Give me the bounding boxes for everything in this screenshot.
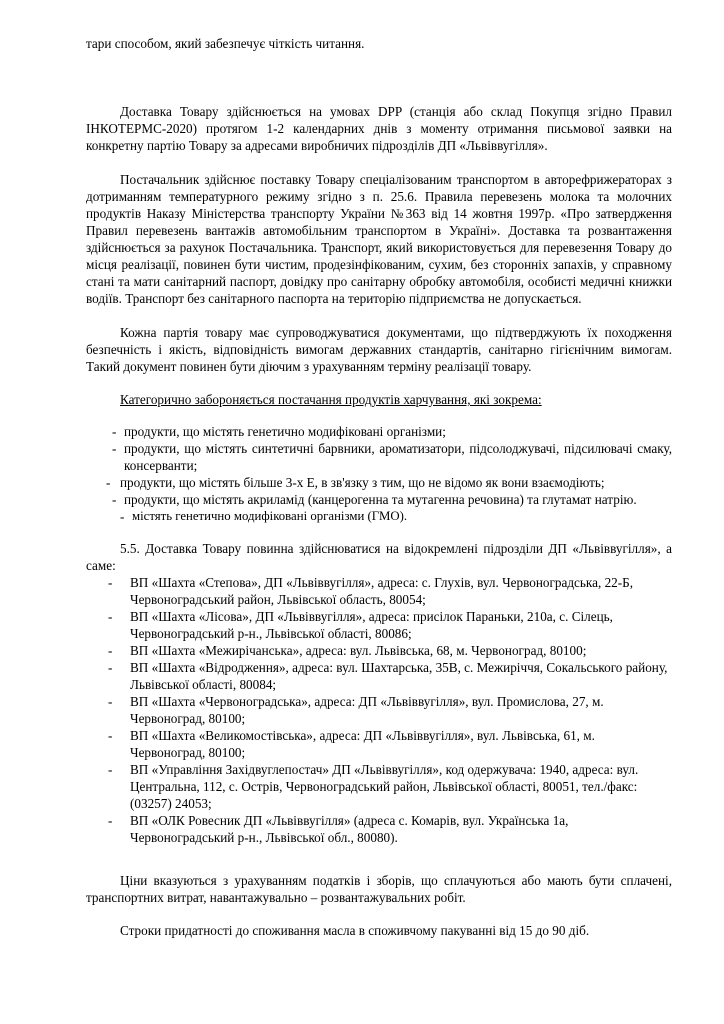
prohibited-item xyxy=(86,508,672,525)
document-page xyxy=(86,0,672,939)
prohibited-item-text: продукти, що містять більше 3-х Е, в зв'язку з тим, що не відомо як вони взаємодіють; xyxy=(120,475,605,490)
site-item xyxy=(86,574,672,608)
site-item-text: ВП «Управління Західвуглепостач» ДП «Львіввугілля», код одержувача: 1940, адреса: вул. Центральна, 112, с. Острів, Червоноградський район, Львівської області, 80051, тел./факс: (03257) 24053; xyxy=(130,762,639,811)
prohibited-list xyxy=(86,423,672,525)
site-item xyxy=(86,659,672,693)
site-item-text: ВП «Шахта «Межирічанська», адреса: вул. Львівська, 68, м. Червоноград, 80100; xyxy=(130,643,587,658)
site-item-text: ВП «Шахта «Червоноградська», адреса: ДП «Львіввугілля», вул. Промислова, 27, м. Червоноград, 80100; xyxy=(130,694,604,726)
dash-marker: - xyxy=(112,424,117,439)
site-item-text: ВП «Шахта «Великомостівська», адреса: ДП «Львіввугілля», вул. Львівська, 61, м. Червоноград, 80100; xyxy=(130,728,595,760)
site-item xyxy=(86,608,672,642)
transport-paragraph: Постачальник здійснює поставку Товару спеціалізованим транспортом в авторефрижераторах з дотриманням температурного режиму згідно з п. 25.6. Правила перевезень молока та молочних продуктів Наказу Міністерства транспорту України №363 від 14 жовтня 1997р. «Про затвердження Правил перевезень вантажів автомобільним транспортом в Україні». Доставка та розвантаження здійснюється за рахунок Постачальника. Транспорт, який використовується для перевезення Товару до місця реалізації, повинен бути чистим, продезінфікованим, сухим, без сторонніх запахів, у справному стані та мати санітарний паспорт, довідку про санітарну обробку автомобіля, особисті медичні книжки водіїв. Транспорт без санітарного паспорта на територію підприємства не допускається. xyxy=(86,172,672,306)
intro-fragment: тари способом, який забезпечує чіткість читання. xyxy=(86,36,365,51)
dash-marker: - xyxy=(120,509,125,524)
dash-marker: - xyxy=(108,728,113,743)
site-item xyxy=(86,761,672,812)
dash-marker: - xyxy=(112,492,117,507)
prohibited-item xyxy=(86,474,672,491)
dash-marker: - xyxy=(108,609,113,624)
dash-marker: - xyxy=(108,643,113,658)
site-item xyxy=(86,727,672,761)
shelf-life-paragraph: Строки придатності до споживання масла в споживчому пакуванні від 15 до 90 діб. xyxy=(120,923,590,938)
delivery-paragraph: Доставка Товару здійснюється на умовах DPP (станція або склад Покупця згідно Правил ІНКОТЕРМС-2020) протягом 1-2 календарних днів з моменту отримання письмової заявки на конкретну партію Товару за адресами виробничих підрозділів ДП «Львіввугілля». xyxy=(86,104,672,153)
dash-marker: - xyxy=(108,575,113,590)
sites-list xyxy=(86,574,672,846)
dash-marker: - xyxy=(108,813,113,828)
prohibited-heading: Категорично забороняється постачання продуктів харчування, які зокрема: xyxy=(120,392,542,407)
prohibited-item-text: містять генетично модифіковані організми (ГМО). xyxy=(132,509,408,523)
dash-marker: - xyxy=(112,441,117,456)
dash-marker: - xyxy=(108,694,113,709)
prohibited-item-text: продукти, що містять генетично модифіковані організми; xyxy=(124,424,446,439)
prohibited-item xyxy=(86,423,672,440)
prohibited-item xyxy=(86,440,672,474)
dash-marker: - xyxy=(106,475,111,490)
documents-paragraph: Кожна партія товару має супроводжуватися документами, що підтверджують їх походження безпечність і якість, відповідність вимогам державних стандартів, санітарно гігієнічним вимогам. Такий документ повинен бути діючим з урахуванням терміну реалізації товару. xyxy=(86,325,672,374)
dash-marker: - xyxy=(108,660,113,675)
site-item-text: ВП «Шахта «Степова», ДП «Львіввугілля», адреса: с. Глухів, вул. Червоноградська, 22-Б, Червоноградський район, Львівської область, 80054; xyxy=(130,575,634,607)
prices-paragraph: Ціни вказуються з урахуванням податків і зборів, що сплачуються або мають бути сплачені, транспортних витрат, навантажувально – розвантажувальних робіт. xyxy=(86,873,672,905)
prohibited-item-text: продукти, що містять синтетичні барвники, ароматизатори, підсолоджувачі, підсилювачі смаку, консерванти; xyxy=(124,441,672,473)
site-item-text: ВП «ОЛК Ровесник ДП «Львіввугілля» (адреса с. Комарів, вул. Українська 1а, Червоноградський р-н., Львівської обл., 80080). xyxy=(130,813,569,845)
dash-marker: - xyxy=(108,762,113,777)
site-item xyxy=(86,693,672,727)
section-5-5-paragraph: 5.5. Доставка Товару повинна здійснюватися на відокремлені підрозділи ДП «Львіввугілля», а саме: xyxy=(86,541,672,573)
prohibited-item xyxy=(86,491,672,508)
site-item xyxy=(86,642,672,659)
site-item xyxy=(86,812,672,846)
site-item-text: ВП «Шахта «Відродження», адреса: вул. Шахтарська, 35В, с. Межиріччя, Сокальського району, Львівської області, 80084; xyxy=(130,660,668,692)
prohibited-item-text: продукти, що містять акриламід (канцерогенна та мутагенна речовина) та глутамат натрію. xyxy=(124,492,637,507)
site-item-text: ВП «Шахта «Лісова», ДП «Львіввугілля», адреса: присілок Параньки, 210а, с. Сілець, Червоноградський р-н., Львівської області, 80086; xyxy=(130,609,613,641)
